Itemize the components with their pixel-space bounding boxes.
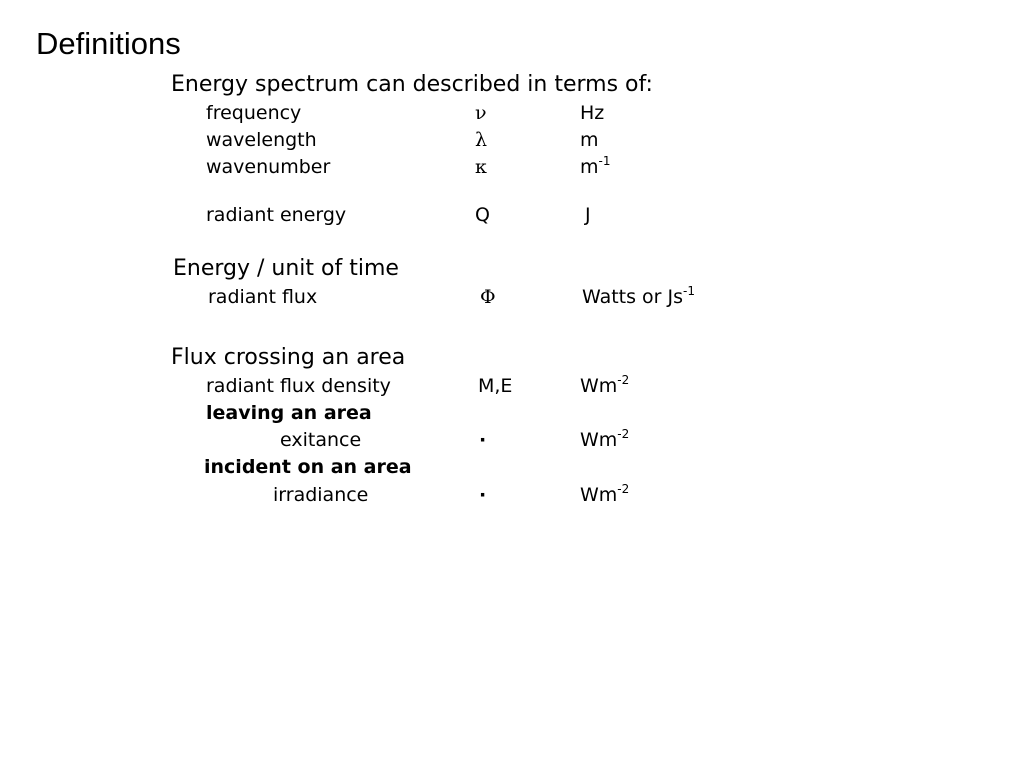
term-name: wavenumber [206, 156, 331, 178]
term-symbol: M,E [478, 375, 513, 397]
term-name: exitance [280, 429, 362, 451]
term-symbol: ν [475, 102, 487, 124]
term-unit: $Wm^{-2}$ [580, 427, 630, 451]
slide-title: Definitions [36, 26, 181, 61]
section-heading-time: Energy / unit of time [173, 256, 399, 281]
section-heading-spectrum: Energy spectrum can described in terms of: [171, 72, 653, 97]
term-symbol: Φ [480, 286, 496, 308]
subheading-leaving: leaving an area [206, 402, 372, 424]
term-unit: Hz [580, 102, 605, 124]
term-name: frequency [206, 102, 302, 124]
term-unit: m [580, 129, 599, 151]
subheading-incident: incident on an area [204, 456, 412, 478]
term-name: radiant flux [208, 286, 318, 308]
term-symbol: λ [475, 129, 488, 151]
term-unit: J [585, 204, 591, 226]
term-name: radiant flux density [206, 375, 391, 397]
term-name: irradiance [273, 484, 369, 506]
section-heading-area: Flux crossing an area [171, 345, 406, 370]
term-unit: $m^{-1}$ [580, 154, 611, 178]
term-unit: Watts or $Js^{-1}$ [582, 284, 695, 308]
term-symbol: · [479, 429, 487, 451]
term-symbol: κ [475, 156, 487, 178]
term-symbol: Q [475, 204, 490, 226]
term-name: wavelength [206, 129, 317, 151]
term-unit: $Wm^{-2}$ [580, 373, 630, 397]
term-symbol: · [479, 484, 487, 506]
term-unit: $Wm^{-2}$ [580, 482, 630, 506]
term-name: radiant energy [206, 204, 347, 226]
